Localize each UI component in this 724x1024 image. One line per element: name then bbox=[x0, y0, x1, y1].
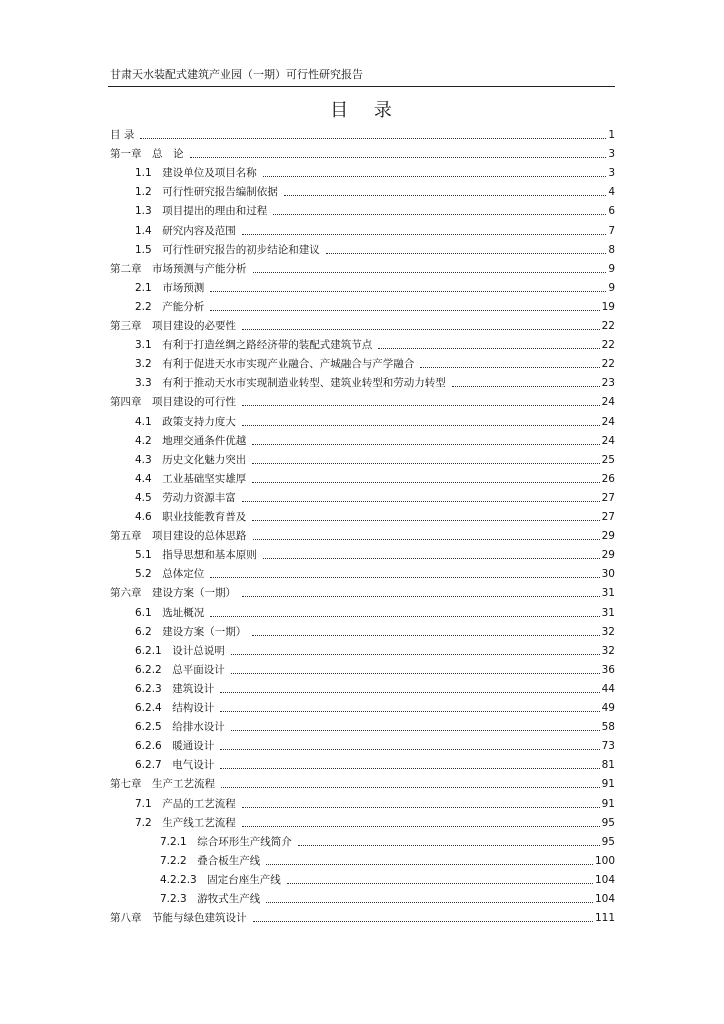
toc-entry[interactable] bbox=[135, 797, 615, 811]
toc-entry-label: 6.2 建设方案（一期） bbox=[135, 625, 247, 638]
toc-entry-label: 6.2.6 暖通设计 bbox=[135, 740, 215, 753]
toc-entry[interactable] bbox=[160, 892, 615, 906]
toc-entry[interactable] bbox=[135, 185, 615, 199]
toc-entry-page: 91 bbox=[601, 797, 615, 810]
toc-entry-page: 31 bbox=[601, 606, 615, 619]
toc-entry-label: 1.1 建设单位及项目名称 bbox=[135, 167, 257, 180]
toc-entry[interactable] bbox=[135, 376, 615, 390]
toc-entry[interactable] bbox=[135, 357, 615, 371]
toc-entry-label: 第五章 项目建设的总体思路 bbox=[110, 530, 247, 543]
toc-entry-page: 95 bbox=[601, 816, 615, 829]
toc-entry[interactable] bbox=[110, 911, 615, 925]
toc-entry[interactable] bbox=[135, 701, 615, 715]
toc-entry[interactable] bbox=[110, 319, 615, 333]
toc-entry-label: 3.1 有利于打造丝绸之路经济带的装配式建筑节点 bbox=[135, 339, 373, 352]
toc-entry-label: 6.1 选址概况 bbox=[135, 606, 205, 619]
toc-leader-dots bbox=[242, 329, 600, 330]
toc-leader-dots bbox=[242, 807, 600, 808]
toc-entry-label: 4.4 工业基础坚实雄厚 bbox=[135, 472, 247, 485]
toc-entry-page: 22 bbox=[601, 339, 615, 352]
toc-leader-dots bbox=[253, 921, 593, 922]
toc-entry[interactable] bbox=[135, 663, 615, 677]
toc-entry-label: 第一章 总 论 bbox=[110, 148, 184, 161]
toc-entry-label: 第七章 生产工艺流程 bbox=[110, 778, 215, 791]
toc-entry[interactable] bbox=[135, 644, 615, 658]
toc-entry[interactable] bbox=[135, 816, 615, 830]
toc-entry[interactable] bbox=[135, 243, 615, 257]
toc-leader-dots bbox=[242, 501, 600, 502]
toc-entry-label: 2.2 产能分析 bbox=[135, 300, 205, 313]
toc-entry-page: 27 bbox=[601, 491, 615, 504]
toc-entry[interactable] bbox=[160, 873, 615, 887]
toc-entry-label: 1.5 可行性研究报告的初步结论和建议 bbox=[135, 243, 320, 256]
toc-entry-page: 22 bbox=[601, 358, 615, 371]
toc-entry-page: 19 bbox=[601, 300, 615, 313]
header-divider bbox=[108, 86, 615, 87]
toc-entry[interactable] bbox=[160, 854, 615, 868]
toc-entry-page: 29 bbox=[601, 530, 615, 543]
toc-entry-label: 4.2.2.3 固定台座生产线 bbox=[160, 873, 281, 886]
toc-entry[interactable] bbox=[110, 586, 615, 600]
toc-entry[interactable] bbox=[110, 128, 615, 142]
toc-leader-dots bbox=[242, 405, 600, 406]
toc-entry[interactable] bbox=[135, 166, 615, 180]
toc-leader-dots bbox=[252, 635, 599, 636]
toc-entry-label: 目 录 bbox=[110, 129, 135, 141]
toc-leader-dots bbox=[220, 768, 599, 769]
toc-entry-page: 1 bbox=[608, 129, 615, 141]
toc-entry[interactable] bbox=[110, 529, 615, 543]
toc-leader-dots bbox=[266, 864, 593, 865]
toc-leader-dots bbox=[231, 673, 600, 674]
toc-entry[interactable] bbox=[135, 510, 615, 524]
toc-entry-page: 30 bbox=[601, 568, 615, 581]
toc-leader-dots bbox=[253, 539, 600, 540]
toc-entry[interactable] bbox=[135, 625, 615, 639]
toc-entry[interactable] bbox=[110, 777, 615, 791]
toc-entry-page: 91 bbox=[601, 778, 615, 791]
toc-entry-label: 3.3 有利于推动天水市实现制造业转型、建筑业转型和劳动力转型 bbox=[135, 377, 446, 390]
toc-entry[interactable] bbox=[135, 338, 615, 352]
toc-entry-page: 3 bbox=[608, 167, 615, 180]
toc-entry[interactable] bbox=[135, 224, 615, 238]
toc-entry-label: 4.1 政策支持力度大 bbox=[135, 415, 236, 428]
toc-leader-dots bbox=[263, 176, 607, 177]
toc-entry[interactable] bbox=[135, 682, 615, 696]
toc-entry-label: 第二章 市场预测与产能分析 bbox=[110, 262, 247, 275]
toc-entry[interactable] bbox=[135, 720, 615, 734]
toc-leader-dots bbox=[210, 291, 606, 292]
toc-entry-label: 4.3 历史文化魅力突出 bbox=[135, 453, 247, 466]
toc-entry[interactable] bbox=[160, 835, 615, 849]
toc-leader-dots bbox=[221, 787, 600, 788]
toc-entry-label: 7.2.3 游牧式生产线 bbox=[160, 893, 261, 905]
toc-leader-dots bbox=[242, 425, 600, 426]
toc-entry-page: 81 bbox=[601, 759, 615, 772]
toc-entry[interactable] bbox=[135, 281, 615, 295]
toc-leader-dots bbox=[140, 138, 606, 139]
toc-entry-page: 44 bbox=[601, 682, 615, 695]
toc-entry-label: 6.2.3 建筑设计 bbox=[135, 682, 215, 695]
toc-entry-page: 29 bbox=[601, 549, 615, 562]
toc-entry-page: 95 bbox=[601, 835, 615, 848]
toc-entry-page: 24 bbox=[601, 396, 615, 409]
page-title: 目 录 bbox=[330, 100, 402, 121]
toc-entry-label: 第四章 项目建设的可行性 bbox=[110, 396, 236, 409]
toc-entry-label: 7.2.2 叠合板生产线 bbox=[160, 854, 261, 867]
toc-leader-dots bbox=[263, 558, 600, 559]
toc-leader-dots bbox=[190, 157, 607, 158]
toc-leader-dots bbox=[231, 730, 600, 731]
toc-leader-dots bbox=[210, 310, 599, 311]
toc-entry-label: 第八章 节能与绿色建筑设计 bbox=[110, 912, 247, 925]
toc-entry-page: 3 bbox=[608, 148, 615, 161]
toc-entry-label: 7.1 产品的工艺流程 bbox=[135, 797, 236, 810]
toc-leader-dots bbox=[252, 463, 599, 464]
toc-entry-page: 25 bbox=[601, 453, 615, 466]
toc-entry-label: 6.2.7 电气设计 bbox=[135, 759, 215, 772]
toc-leader-dots bbox=[242, 826, 600, 827]
toc-leader-dots bbox=[420, 367, 599, 368]
toc-entry-label: 6.2.2 总平面设计 bbox=[135, 663, 225, 676]
toc-entry-label: 5.2 总体定位 bbox=[135, 568, 205, 581]
toc-leader-dots bbox=[220, 711, 599, 712]
toc-entry-label: 5.1 指导思想和基本原则 bbox=[135, 549, 257, 562]
toc-entry[interactable] bbox=[135, 567, 615, 581]
toc-leader-dots bbox=[287, 883, 593, 884]
toc-entry-page: 58 bbox=[601, 721, 615, 734]
toc-leader-dots bbox=[220, 692, 599, 693]
toc-leader-dots bbox=[242, 234, 607, 235]
toc-entry[interactable] bbox=[135, 453, 615, 467]
toc-entry-page: 27 bbox=[601, 511, 615, 523]
toc-entry-label: 6.2.5 给排水设计 bbox=[135, 721, 225, 734]
toc-entry-label: 4.5 劳动力资源丰富 bbox=[135, 491, 236, 504]
toc-entry-label: 7.2.1 综合环形生产线简介 bbox=[160, 835, 292, 848]
toc-entry-label: 第三章 项目建设的必要性 bbox=[110, 320, 236, 332]
toc-entry-label: 1.3 项目提出的理由和过程 bbox=[135, 205, 268, 218]
toc-entry-label: 1.4 研究内容及范围 bbox=[135, 224, 236, 237]
toc-entry-page: 100 bbox=[594, 854, 615, 867]
toc-entry-page: 4 bbox=[608, 186, 615, 199]
toc-entry-page: 36 bbox=[601, 663, 615, 676]
toc-leader-dots bbox=[284, 195, 607, 196]
toc-entry-page: 73 bbox=[601, 740, 615, 753]
toc-entry-label: 4.6 职业技能教育普及 bbox=[135, 511, 247, 523]
toc-entry[interactable] bbox=[135, 739, 615, 753]
document-header: 甘肃天水装配式建筑产业园（一期）可行性研究报告 bbox=[110, 68, 363, 81]
toc-entry-page: 104 bbox=[594, 873, 615, 886]
toc-entry[interactable] bbox=[110, 395, 615, 409]
toc-entry[interactable] bbox=[110, 262, 615, 276]
toc-entry[interactable] bbox=[110, 147, 615, 161]
toc-entry-label: 1.2 可行性研究报告编制依据 bbox=[135, 186, 278, 199]
toc-entry-page: 24 bbox=[601, 434, 615, 447]
toc-entry-label: 4.2 地理交通条件优越 bbox=[135, 434, 247, 447]
toc-leader-dots bbox=[266, 902, 593, 903]
toc-entry-page: 8 bbox=[608, 243, 615, 256]
toc-entry-page: 23 bbox=[601, 377, 615, 390]
toc-entry-page: 24 bbox=[601, 415, 615, 428]
toc-leader-dots bbox=[220, 749, 599, 750]
toc-entry-label: 7.2 生产线工艺流程 bbox=[135, 816, 236, 829]
toc-entry-label: 3.2 有利于促进天水市实现产业融合、产城融合与产学融合 bbox=[135, 358, 415, 371]
toc-entry-page: 22 bbox=[601, 320, 615, 332]
toc-entry-page: 32 bbox=[601, 644, 615, 657]
toc-entry-page: 49 bbox=[601, 702, 615, 714]
toc-entry-page: 31 bbox=[601, 587, 615, 600]
toc-entry[interactable] bbox=[135, 415, 615, 429]
toc-leader-dots bbox=[252, 482, 599, 483]
toc-entry[interactable] bbox=[135, 300, 615, 314]
toc-entry-page: 26 bbox=[601, 472, 615, 485]
toc-leader-dots bbox=[252, 520, 599, 521]
toc-leader-dots bbox=[273, 214, 606, 215]
toc-entry[interactable] bbox=[135, 472, 615, 486]
toc-entry-page: 9 bbox=[608, 262, 615, 275]
toc-entry[interactable] bbox=[135, 204, 615, 218]
toc-leader-dots bbox=[452, 386, 600, 387]
toc-entry[interactable] bbox=[135, 758, 615, 772]
toc-entry[interactable] bbox=[135, 606, 615, 620]
toc-entry-page: 9 bbox=[608, 281, 615, 294]
toc-entry[interactable] bbox=[135, 491, 615, 505]
toc-leader-dots bbox=[210, 616, 599, 617]
toc-entry[interactable] bbox=[135, 434, 615, 448]
toc-entry-page: 111 bbox=[594, 912, 615, 925]
toc-entry-page: 32 bbox=[601, 625, 615, 638]
toc-leader-dots bbox=[252, 444, 599, 445]
toc-entry-label: 2.1 市场预测 bbox=[135, 281, 205, 294]
toc-entry-page: 7 bbox=[608, 224, 615, 237]
toc-entry[interactable] bbox=[135, 548, 615, 562]
toc-entry-page: 6 bbox=[608, 205, 615, 218]
toc-leader-dots bbox=[298, 845, 600, 846]
toc-leader-dots bbox=[231, 654, 600, 655]
toc-entry-page: 104 bbox=[594, 893, 615, 905]
toc-entry-label: 6.2.1 设计总说明 bbox=[135, 644, 225, 657]
toc-entry-label: 第六章 建设方案（一期） bbox=[110, 587, 236, 600]
toc-entry-label: 6.2.4 结构设计 bbox=[135, 702, 215, 714]
toc-leader-dots bbox=[242, 596, 600, 597]
toc-leader-dots bbox=[253, 272, 607, 273]
toc-leader-dots bbox=[210, 577, 599, 578]
toc-leader-dots bbox=[326, 253, 607, 254]
toc-leader-dots bbox=[378, 348, 599, 349]
